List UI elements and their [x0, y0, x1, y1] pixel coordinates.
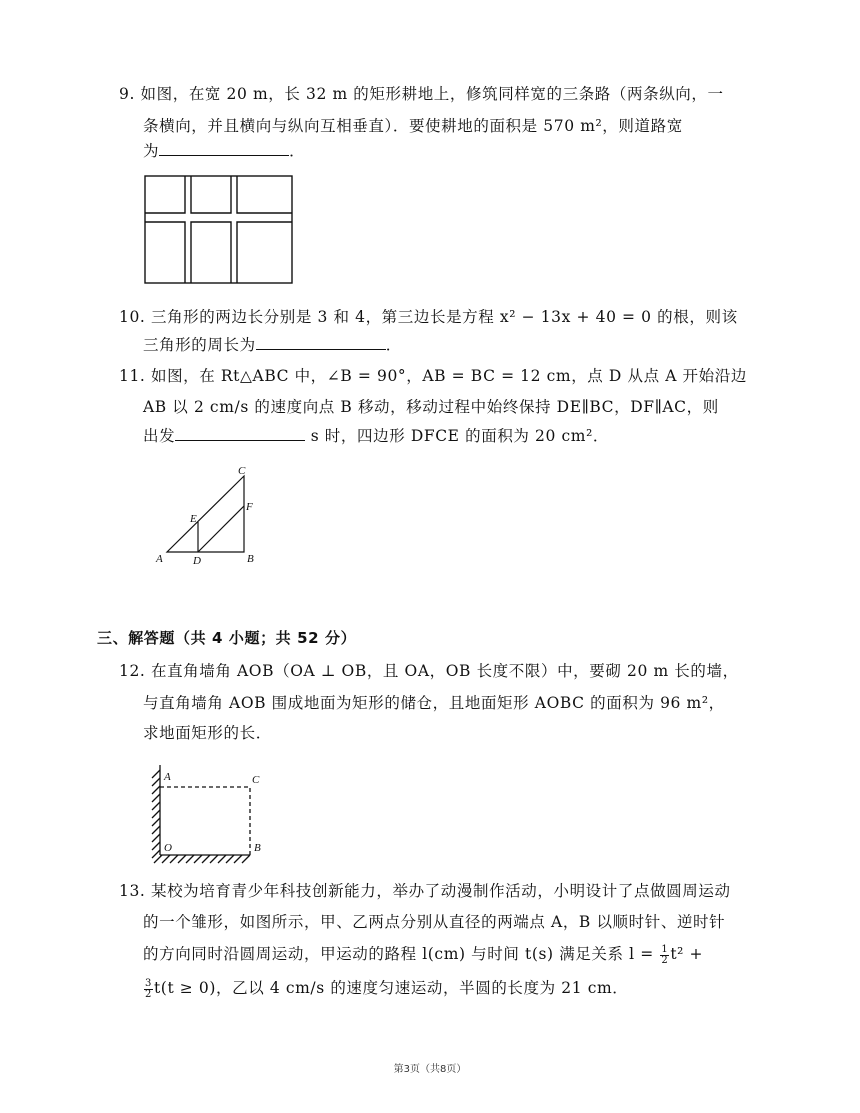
- section-3-heading: 三、解答题（共 4 小题；共 52 分）: [97, 629, 357, 647]
- q11-line-3-end: s 时，四边形 DFCE 的面积为 20 cm²．: [305, 427, 609, 445]
- q9-line-3-end: ．: [289, 142, 306, 160]
- q12-label-a: A: [164, 771, 171, 783]
- q11-label-d: D: [193, 555, 201, 567]
- q11-label-e: E: [190, 513, 197, 525]
- q9-line-1: 9. 如图，在宽 20 m，长 32 m 的矩形耕地上，修筑同样宽的三条路（两条纵向，一: [119, 85, 724, 103]
- q13-line-3-tail: t² +: [670, 945, 704, 963]
- q11-answer-blank[interactable]: [175, 424, 305, 441]
- q9-line-3-text: 为: [143, 142, 160, 160]
- q11-line-2: AB 以 2 cm/s 的速度向点 B 移动，移动过程中始终保持 DE∥BC，DF∥AC，则: [143, 398, 719, 416]
- q10-line-1: 10. 三角形的两边长分别是 3 和 4，第三边长是方程 x² − 13x + 40 = 0 的根，则该: [119, 308, 738, 326]
- q13-line-4: [143, 977, 628, 1000]
- q10-line-2-text: 三角形的周长为: [143, 336, 256, 354]
- q13-line-3: [143, 943, 703, 966]
- q12-wall-figure: [148, 762, 268, 866]
- q11-label-c: C: [238, 465, 246, 477]
- q11-triangle-figure: [150, 462, 270, 570]
- q11-line-3-text: 出发: [143, 427, 176, 445]
- q13-fraction-half: $\frac{1}{2}$: [661, 943, 669, 966]
- q13-fraction-three-halves: $\frac{3}{2}$: [145, 977, 152, 1000]
- q10-line-2-end: ．: [385, 336, 402, 354]
- q12-label-o: O: [164, 842, 172, 854]
- q13-line-3-text: 的方向同时沿圆周运动，甲运动的路程 l(cm) 与时间 t(s) 满足关系 l =: [143, 945, 660, 963]
- q11-label-f: F: [246, 501, 253, 513]
- q9-answer-blank[interactable]: [159, 139, 289, 156]
- q9-line-3: [143, 139, 305, 162]
- q13-line-2: 的一个雏形，如图所示，甲、乙两点分别从直径的两端点 A，B 以顺时针、逆时针: [143, 913, 726, 931]
- q9-line-2: 条横向，并且横向与纵向互相垂直）．要使耕地的面积是 570 m²，则道路宽: [143, 117, 683, 135]
- q12-line-3: 求地面矩形的长．: [143, 724, 272, 742]
- q13-line-1: 13. 某校为培育青少年科技创新能力，举办了动漫制作活动，小明设计了点做圆周运动: [119, 882, 731, 900]
- q11-label-b: B: [247, 553, 254, 565]
- q13-line-4-tail: t(t ≥ 0)，乙以 4 cm/s 的速度匀速运动，半圆的长度为 21 cm．: [153, 979, 629, 997]
- q12-line-2: 与直角墙角 AOB 围成地面为矩形的储仓，且地面矩形 AOBC 的面积为 96 m²，: [143, 694, 725, 712]
- q12-label-b: B: [254, 842, 261, 854]
- q12-label-c: C: [252, 774, 260, 786]
- q10-answer-blank[interactable]: [256, 333, 386, 350]
- q10-line-2: [143, 333, 402, 356]
- q11-label-a: A: [156, 553, 163, 565]
- q12-line-1: 12. 在直角墙角 AOB（OA ⊥ OB，且 OA，OB 长度不限）中，要砌 20 m 长的墙，: [119, 662, 739, 680]
- page-footer: 第3页（共8页）: [393, 1064, 467, 1075]
- q9-field-figure: [143, 174, 295, 286]
- q11-line-1: 11. 如图，在 Rt△ABC 中，∠B = 90°，AB = BC = 12 cm，点 D 从点 A 开始沿边: [119, 367, 747, 385]
- q11-line-3: [143, 424, 609, 447]
